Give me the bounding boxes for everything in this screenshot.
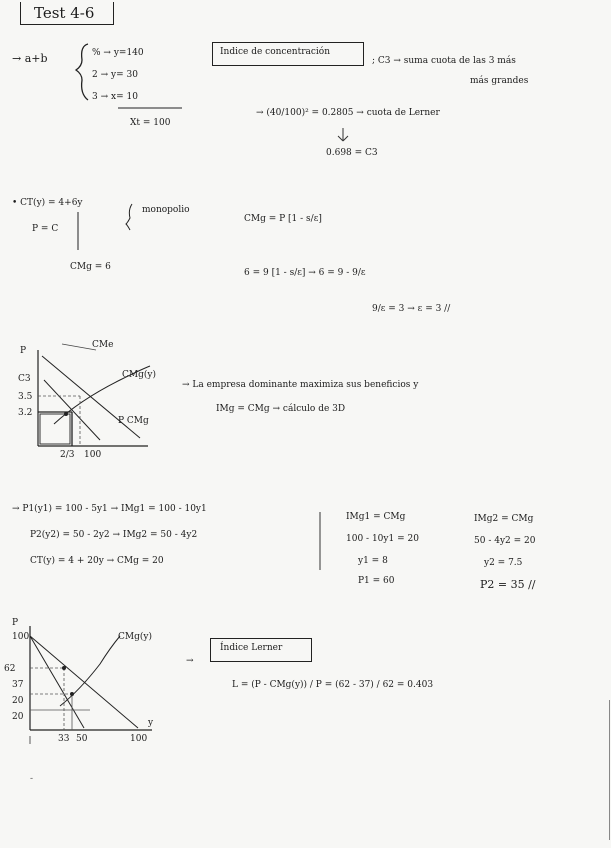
s3-c2-3: y2 = 7.5 — [484, 558, 523, 568]
s3-line-3: CT(y) = 4 + 20y → CMg = 20 — [30, 556, 164, 566]
g2-cmg-label: CMg(y) — [118, 632, 152, 642]
stray-mark: - — [30, 774, 34, 784]
g1-v2: 3.5 — [18, 392, 33, 402]
g2-v2: 37 — [12, 680, 24, 690]
s3-line-2: P2(y2) = 50 - 2y2 → IMg2 = 50 - 4y2 — [30, 530, 198, 540]
s3-c1-2: 100 - 10y1 = 20 — [346, 534, 419, 544]
s1-label: → a+b — [12, 52, 48, 65]
s1-c3-note2: más grandes — [470, 76, 529, 86]
g2-v1: 62 — [4, 664, 16, 674]
g2-v4: 20 — [12, 712, 24, 722]
s2-bracket-note: monopolio — [142, 205, 190, 215]
s3-c1-1: IMg1 = CMg — [346, 512, 406, 522]
s1-total: Xt = 100 — [130, 118, 171, 128]
s2-comment: → La empresa dominante maximiza sus beneficios y — [182, 380, 419, 390]
s2-formula-1: CMg = P [1 - s/ε] — [244, 214, 322, 224]
g2-h2: 50 — [76, 734, 88, 744]
g1-h1: 2/3 — [60, 450, 75, 460]
s1-line-1: % → y=140 — [92, 48, 144, 58]
g1-v1: C3 — [18, 374, 31, 384]
page-title: Test 4-6 — [34, 4, 95, 22]
s3-line-1: → P1(y1) = 100 - 5y1 → IMg1 = 100 - 10y1 — [12, 504, 207, 514]
g1-h2: 100 — [84, 450, 102, 460]
page-edge — [609, 700, 610, 840]
s2-eq1: • CT(y) = 4+6y — [12, 198, 83, 208]
s3-c2-4: P2 = 35 // — [480, 578, 536, 591]
g1-cmg-label: CMg(y) — [122, 370, 156, 380]
g2-p-axis: P — [12, 618, 19, 628]
s1-line-3: 3 → x= 10 — [92, 92, 138, 102]
s1-line-2: 2 → y= 30 — [92, 70, 138, 80]
s2-comment-2: IMg = CMg → cálculo de 3D — [216, 404, 346, 414]
g2-pmax: 100 — [12, 632, 30, 642]
g1-p-axis: P — [20, 346, 27, 356]
g2-h3: 100 — [130, 734, 148, 744]
s3-c1-4: P1 = 60 — [358, 576, 395, 586]
g1-pcmg-label: P CMg — [118, 416, 149, 426]
g2-x-axis: y — [148, 718, 154, 728]
s2-cmg: CMg = 6 — [70, 262, 111, 272]
s3-c1-3: y1 = 8 — [358, 556, 388, 566]
s1-box-label: Indice de concentración — [220, 47, 331, 57]
g2-h1: 33 — [58, 734, 70, 744]
s1-calc: → (40/100)² = 0.2805 → cuota de Lerner — [256, 108, 440, 118]
s1-result: 0.698 = C3 — [326, 148, 378, 158]
g1-cme-label: CMe — [92, 340, 114, 350]
g1-v3: 3.2 — [18, 408, 33, 418]
s4-formula: L = (P - CMg(y)) / P = (62 - 37) / 62 = 0.403 — [232, 680, 434, 690]
g2-v3: 20 — [12, 696, 24, 706]
s3-c2-2: 50 - 4y2 = 20 — [474, 536, 536, 546]
s2-p-eq: P = C — [32, 224, 59, 234]
s2-formula-2: 6 = 9 [1 - s/ε] → 6 = 9 - 9/ε — [244, 268, 366, 278]
s4-arrow: → — [186, 656, 194, 666]
s1-c3-note: ; C3 → suma cuota de las 3 más — [372, 56, 516, 66]
s2-formula-3: 9/ε = 3 → ε = 3 // — [372, 304, 451, 314]
s3-c2-1: IMg2 = CMg — [474, 514, 534, 524]
s4-box-label: Índice Lerner — [220, 643, 283, 653]
